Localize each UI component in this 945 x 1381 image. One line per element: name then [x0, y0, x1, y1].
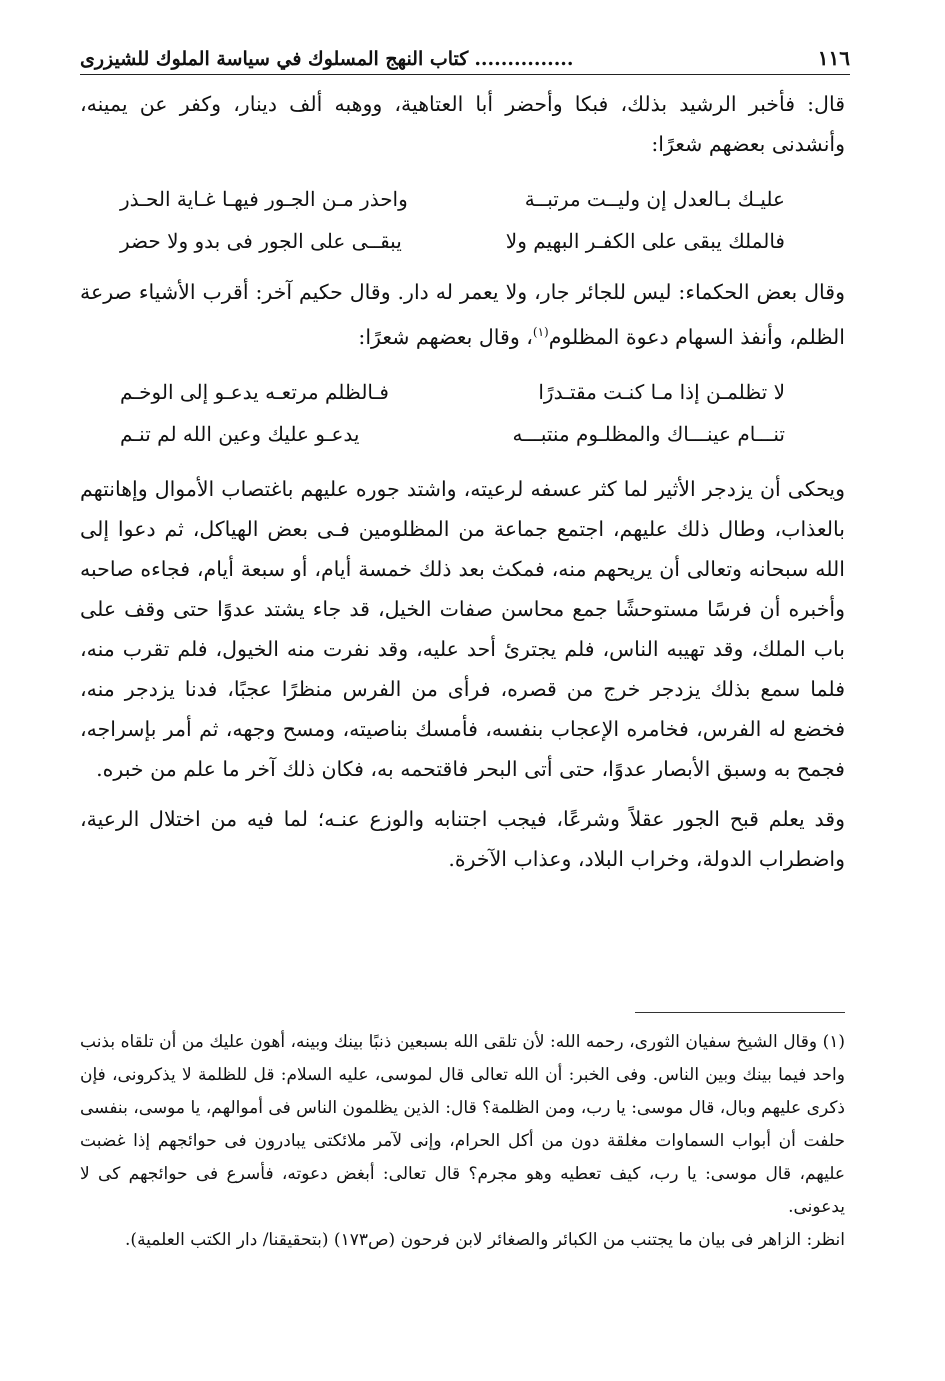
- paragraph-4: وقد يعلم قبح الجور عقلاً وشرعًا، فيجب اجتنابه والوزع عنـه؛ لما فيه من اختلال الرعية، واضطراب الدولة، وخراب البلاد، وعذاب الآخرة.: [80, 806, 845, 871]
- main-text: [80, 84, 845, 879]
- poem-1: [120, 178, 785, 262]
- poem-1-line-1-second-hemistich: واحذر مـن الجـور فيهـا غـاية الحـذر: [120, 187, 408, 211]
- paragraph-2: [80, 272, 845, 357]
- footnote-reference: (١): [532, 325, 549, 339]
- poem-1-line-2-first-hemistich: فالملك يبقى على الكفـر البهيم ولا: [505, 229, 785, 253]
- poem-1-line-2: [120, 220, 785, 262]
- paragraph-3: ويحكى أن يزدجر الأثير لما كثر عسفه لرعيته، واشتد جوره عليهم باغتصاب الأموال وإهانتهم بالعذاب، وطال ذلك عليهم، اجتمع جماعة من المظلومين فـى بعض الهياكل، ثم دعوا إلى الله سبحانه وتعالى أن يريحهم منه، فمكث بعد ذلك خمسة أيام، أو سبعة أيام، فجاءه صاحبه وأخبره أن فرسًا مستوحشًا جمع محاسن صفات الخيل، قد جاء يشتد عدوًا حتى وقف على باب الملك، وقد تهيبه الناس، فلم يجترئ أحد عليه، وقد نفرت منه الخيول، فلم تقرب منه، فلما سمع بذلك يزدجر خرج من قصره، فرأى من الفرس منظرًا عجبًا، فدنا يزدجر منه، فخضع له الفرس، فخامره الإعجاب بنفسه، فأمسك بناصيته، ومسح وجهه، ثم أمر بإسراجه، فجمح به وسبق الأبصار عدوًا، حتى أتى البحر فاقتحمه به، فكان ذلك آخر ما علم من خبره.: [80, 476, 845, 781]
- footnote-reference-source: انظر: الزاهر فى بيان ما يجتنب من الكبائر والصغائر لابن فرحون (ص١٧٣) (بتحقيقنا/ دار الكتب العلمية).: [125, 1230, 845, 1250]
- footnote-separator: [635, 1012, 845, 1013]
- paragraph-2-text-end: ، وقال بعضهم شعرًا:: [358, 324, 533, 349]
- footnote-1: (١) وقال الشيخ سفيان الثورى، رحمه الله: لأن تلقى الله بسبعين ذنبًا بينك وبينه، أهون عليك من أن تلقاه بذنب واحد فيما بينك وبين الناس. وفى الخبر: أن الله تعالى قال لموسى، عليه السلام: قل للظلمة لا يذكرونى، فإن ذكرى عليهم وبال، قال موسى: يا رب، ومن الظلمة؟ قال: الذين يظلمون الناس فى أموالهم، يا موسى، بنفسى حلفت أن أبواب السماوات مغلقة دون من أكل الحرام، وإنى لآمر ملائكتى يبادرون فى حوائجهم إذا غضبت عليهم، قال موسى: يا رب، كيف تعطيه وهو مجرم؟ قال تعالى: أبغض دعوته، فأسرع فى حوائجهم كى لا يدعونى.: [80, 1032, 845, 1217]
- poem-1-line-2-second-hemistich: يبقــى على الجور فى بدو ولا حضر: [120, 229, 402, 253]
- running-title: [80, 48, 818, 70]
- poem-2-line-2: [120, 413, 785, 455]
- footnotes: [80, 1026, 845, 1257]
- header-dots: ...............: [474, 48, 574, 70]
- poem-2-line-1-second-hemistich: فـالظلم مرتعـه يدعـو إلى الوخـم: [120, 379, 389, 404]
- book-title: كتاب النهج المسلوك في سياسة الملوك للشيزرى: [80, 48, 469, 70]
- page-number: ١١٦: [817, 46, 850, 70]
- poem-2-line-2-second-hemistich: يدعـو عليك وعين الله لم تنـم: [120, 421, 360, 446]
- running-header: [80, 30, 850, 75]
- paragraph-1: قال: فأخبر الرشيد بذلك، فبكا وأحضر أبا العتاهية، ووهبه ألف دينار، وكفر عن يمينه، وأنشدنى بعضهم شعرًا:: [80, 92, 845, 156]
- poem-1-line-1-first-hemistich: عليـك بـالعدل إن وليــت مرتبــة: [524, 187, 785, 211]
- poem-2-line-2-first-hemistich: تنـــام عينـــاك والمظلـوم منتبـــه: [512, 421, 785, 446]
- poem-2-line-1: [120, 371, 785, 413]
- poem-2-line-1-first-hemistich: لا تظلمـن إذا مـا كنـت مقتـدرًا: [538, 379, 785, 404]
- paragraph-2-text: وقال بعض الحكماء: ليس للجائر جار، ولا يعمر له دار. وقال حكيم آخر: أقرب الأشياء صرعة الظلم، وأنفذ السهام دعوة المظلوم: [80, 280, 845, 349]
- poem-2: [120, 371, 785, 455]
- poem-1-line-1: [120, 178, 785, 220]
